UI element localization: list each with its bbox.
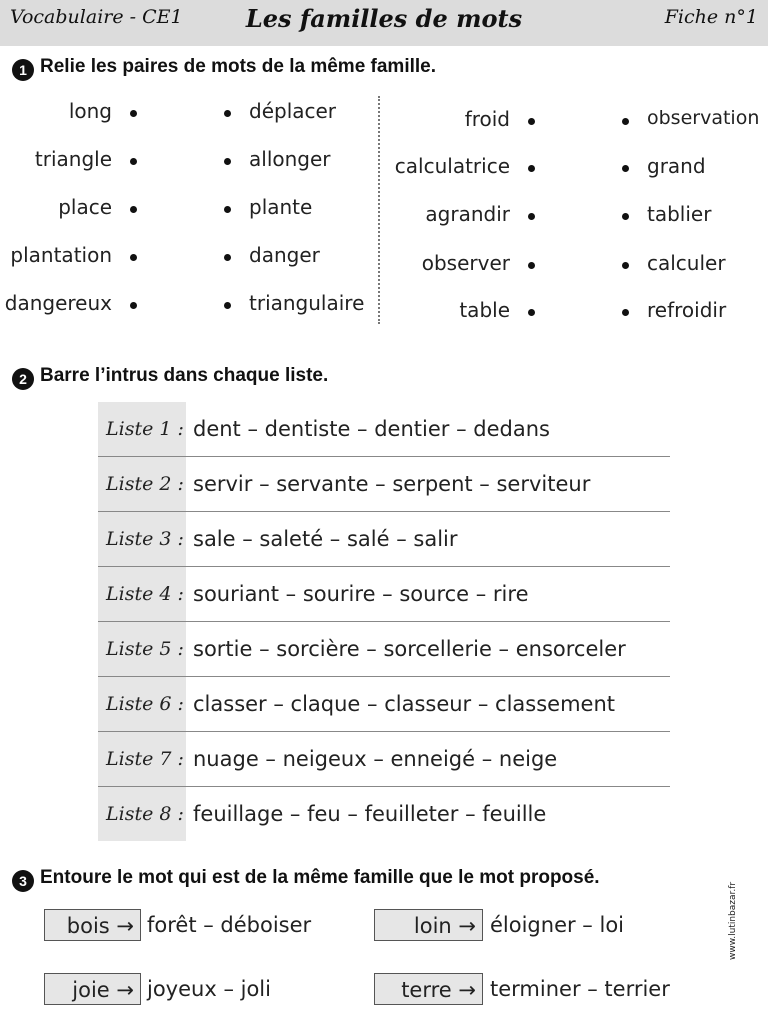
column-divider xyxy=(378,96,380,324)
match-word: grand xyxy=(647,154,706,178)
match-word: froid xyxy=(464,107,510,131)
exercise1-title xyxy=(12,56,436,81)
site-credit: www.lutinbazar.fr xyxy=(728,881,738,960)
match-dot[interactable] xyxy=(528,165,535,172)
list-row xyxy=(98,622,670,677)
match-dot[interactable] xyxy=(224,254,231,261)
subject-label: Vocabulaire - CE1 xyxy=(10,6,183,28)
match-word: plante xyxy=(249,195,313,219)
match-word: plantation xyxy=(10,243,112,267)
match-dot[interactable] xyxy=(622,165,629,172)
exercise3-title xyxy=(12,867,600,892)
list-row xyxy=(98,512,670,567)
match-dot[interactable] xyxy=(528,309,535,316)
match-dot[interactable] xyxy=(130,302,137,309)
match-word: refroidir xyxy=(647,298,727,322)
exercise1-instruction: Relie les paires de mots de la même famille. xyxy=(40,56,437,77)
match-word: observer xyxy=(421,251,510,275)
list-row xyxy=(98,402,670,457)
list-row xyxy=(98,567,670,622)
sheet-number: Fiche n°1 xyxy=(664,6,758,28)
list-words[interactable]: sale – saleté – salé – salir xyxy=(193,527,458,551)
list-words[interactable]: souriant – sourire – source – rire xyxy=(193,582,529,606)
match-dot[interactable] xyxy=(130,206,137,213)
list-words[interactable]: dent – dentiste – dentier – dedans xyxy=(193,417,550,441)
match-dot[interactable] xyxy=(622,262,629,269)
list-label: Liste 7 : xyxy=(98,732,186,786)
exercise2-instruction: Barre l’intrus dans chaque liste. xyxy=(40,365,329,386)
match-dot[interactable] xyxy=(224,206,231,213)
match-word: triangle xyxy=(34,147,112,171)
prompt-word-box: loin → xyxy=(374,909,483,941)
list-row xyxy=(98,732,670,787)
choice-words[interactable]: forêt – déboiser xyxy=(147,913,312,937)
match-word: calculatrice xyxy=(394,154,510,178)
list-label: Liste 5 : xyxy=(98,622,186,676)
match-word: déplacer xyxy=(249,99,337,123)
exercise3-instruction: Entoure le mot qui est de la même famille que le mot proposé. xyxy=(40,867,600,888)
match-dot[interactable] xyxy=(224,110,231,117)
match-dot[interactable] xyxy=(528,262,535,269)
match-dot[interactable] xyxy=(130,110,137,117)
header-bar xyxy=(0,0,768,46)
match-word: triangulaire xyxy=(249,291,365,315)
match-word: long xyxy=(68,99,112,123)
match-word: dangereux xyxy=(4,291,112,315)
match-dot[interactable] xyxy=(528,213,535,220)
list-label: Liste 4 : xyxy=(98,567,186,621)
page-title: Les familles de mots xyxy=(245,4,523,33)
choice-words[interactable]: éloigner – loi xyxy=(490,913,624,937)
match-word: table xyxy=(459,298,510,322)
exercise2-title xyxy=(12,365,328,390)
match-word: observation xyxy=(647,107,760,129)
choice-words[interactable]: joyeux – joli xyxy=(147,977,271,1001)
prompt-word-box: bois → xyxy=(44,909,141,941)
match-dot[interactable] xyxy=(528,118,535,125)
list-words[interactable]: feuillage – feu – feuilleter – feuille xyxy=(193,802,547,826)
match-word: calculer xyxy=(647,251,726,275)
list-row xyxy=(98,787,670,841)
list-words[interactable]: sortie – sorcière – sorcellerie – ensorceler xyxy=(193,637,626,661)
match-dot[interactable] xyxy=(622,118,629,125)
list-label: Liste 3 : xyxy=(98,512,186,566)
exercise1-number: 1 xyxy=(12,59,34,81)
list-words[interactable]: nuage – neigeux – enneigé – neige xyxy=(193,747,558,771)
list-row xyxy=(98,677,670,732)
match-word: place xyxy=(58,195,112,219)
list-words[interactable]: classer – claque – classeur – classement xyxy=(193,692,616,716)
match-dot[interactable] xyxy=(622,213,629,220)
match-dot[interactable] xyxy=(224,158,231,165)
match-dot[interactable] xyxy=(130,158,137,165)
match-word: agrandir xyxy=(425,202,510,226)
match-word: tablier xyxy=(647,202,712,226)
list-label: Liste 2 : xyxy=(98,457,186,511)
intruder-table xyxy=(98,402,670,841)
match-dot[interactable] xyxy=(622,309,629,316)
match-word: allonger xyxy=(249,147,331,171)
list-label: Liste 1 : xyxy=(98,402,186,456)
prompt-word-box: terre → xyxy=(374,973,483,1005)
list-label: Liste 6 : xyxy=(98,677,186,731)
list-words[interactable]: servir – servante – serpent – serviteur xyxy=(193,472,591,496)
exercise2-number: 2 xyxy=(12,368,34,390)
exercise3-number: 3 xyxy=(12,870,34,892)
match-word: danger xyxy=(249,243,320,267)
list-label: Liste 8 : xyxy=(98,787,186,841)
prompt-word-box: joie → xyxy=(44,973,141,1005)
match-dot[interactable] xyxy=(224,302,231,309)
match-dot[interactable] xyxy=(130,254,137,261)
choice-words[interactable]: terminer – terrier xyxy=(490,977,670,1001)
list-row xyxy=(98,457,670,512)
